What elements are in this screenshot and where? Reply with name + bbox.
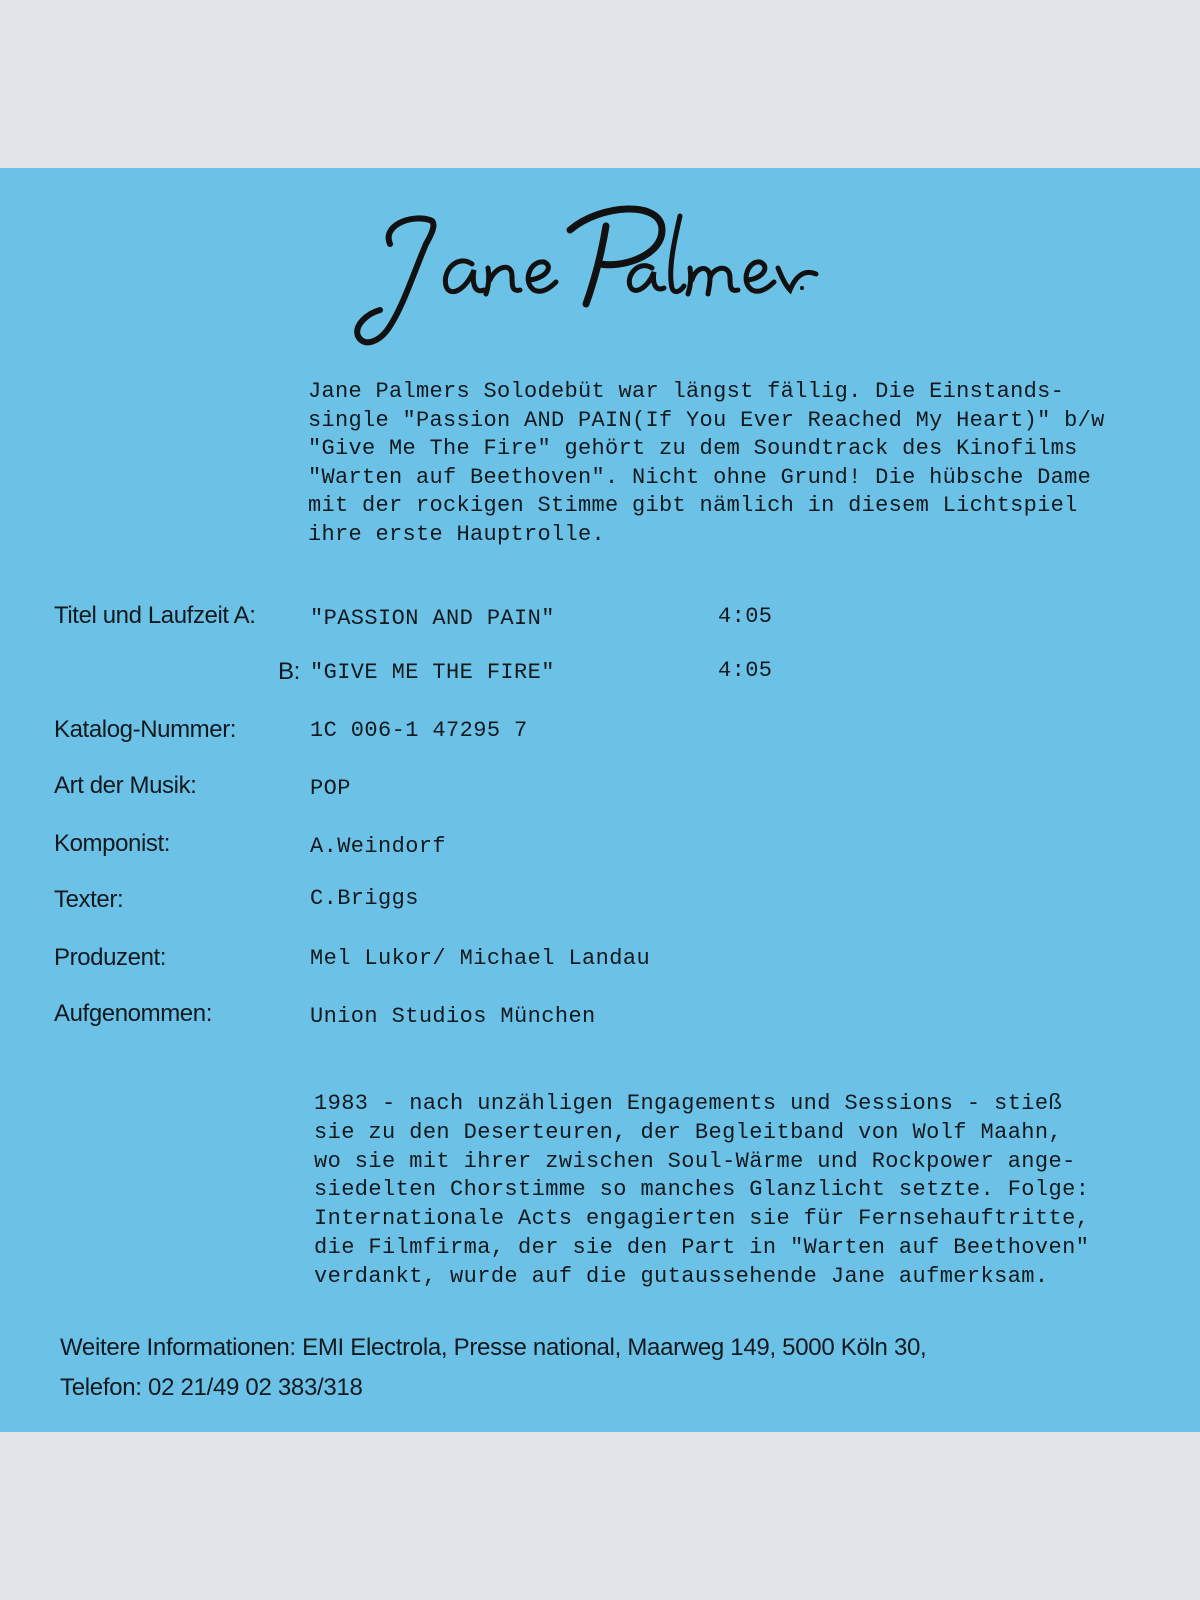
intro-line: Jane Palmers Solodebüt war längst fällig. Die Einstands-	[308, 379, 1065, 404]
intro-line: ihre erste Hauptrolle.	[308, 521, 606, 547]
track-b-duration: 4:05	[718, 658, 773, 683]
producer-value: Mel Lukor/ Michael Landau	[310, 946, 651, 971]
bio-line: die Filmfirma, der sie den Part in "Warten auf Beethoven"	[314, 1234, 1090, 1260]
composer-value: A.Weindorf	[310, 834, 447, 859]
lyricist-value: C.Briggs	[310, 886, 419, 911]
bio-line: wo sie mit ihrer zwischen Soul-Wärme und Rockpower ange-	[314, 1148, 1076, 1174]
intro-line: single "Passion AND PAIN(If You Ever Reached My Heart)" b/w	[308, 407, 1105, 433]
lyricist-label: Texter:	[54, 886, 124, 913]
intro-line: mit der rockigen Stimme gibt nämlich in diesem Lichtspiel	[308, 493, 1078, 519]
bio-line: verdankt, wurde auf die gutaussehende Jane aufmerksam.	[314, 1263, 1049, 1289]
contact-phone: Telefon: 02 21/49 02 383/318	[60, 1374, 363, 1401]
bio-line: Internationale Acts engagierten sie für Fernsehauftritte,	[314, 1206, 1090, 1232]
genre-value: POP	[310, 776, 351, 801]
bio-line: siedelten Chorstimme so manches Glanzlicht setzte. Folge:	[314, 1177, 1090, 1203]
intro-line: "Give Me The Fire" gehört zu dem Soundtrack des Kinofilms	[308, 436, 1078, 462]
bio-line: 1983 - nach unzähligen Engagements und Sessions - stieß	[314, 1091, 1063, 1116]
press-sheet	[0, 168, 1200, 1432]
intro-line: "Warten auf Beethoven". Nicht ohne Grund! Die hübsche Dame	[308, 464, 1092, 490]
track-a-label: Titel und Laufzeit A:	[54, 602, 256, 629]
track-a-duration: 4:05	[718, 604, 773, 629]
track-b-label: B:	[278, 658, 300, 685]
contact-info: Weitere Informationen: EMI Electrola, Presse national, Maarweg 149, 5000 Köln 30,	[60, 1334, 927, 1361]
bio-line: sie zu den Deserteuren, der Begleitband von Wolf Maahn,	[314, 1119, 1063, 1145]
catalog-number-value: 1C 006-1 47295 7	[310, 718, 528, 743]
recorded-label: Aufgenommen:	[54, 1000, 212, 1027]
jane-palmer-signature-logo	[350, 186, 830, 356]
composer-label: Komponist:	[54, 830, 171, 857]
track-a-title: "PASSION AND PAIN"	[310, 606, 555, 631]
track-b-title: "GIVE ME THE FIRE"	[310, 660, 555, 685]
catalog-number-label: Katalog-Nummer:	[54, 716, 237, 743]
intro-paragraph	[308, 378, 1188, 550]
signature-graphic	[350, 186, 830, 356]
producer-label: Produzent:	[54, 944, 167, 971]
genre-label: Art der Musik:	[54, 772, 197, 799]
bio-paragraph	[314, 1090, 1194, 1292]
recorded-value: Union Studios München	[310, 1004, 596, 1029]
